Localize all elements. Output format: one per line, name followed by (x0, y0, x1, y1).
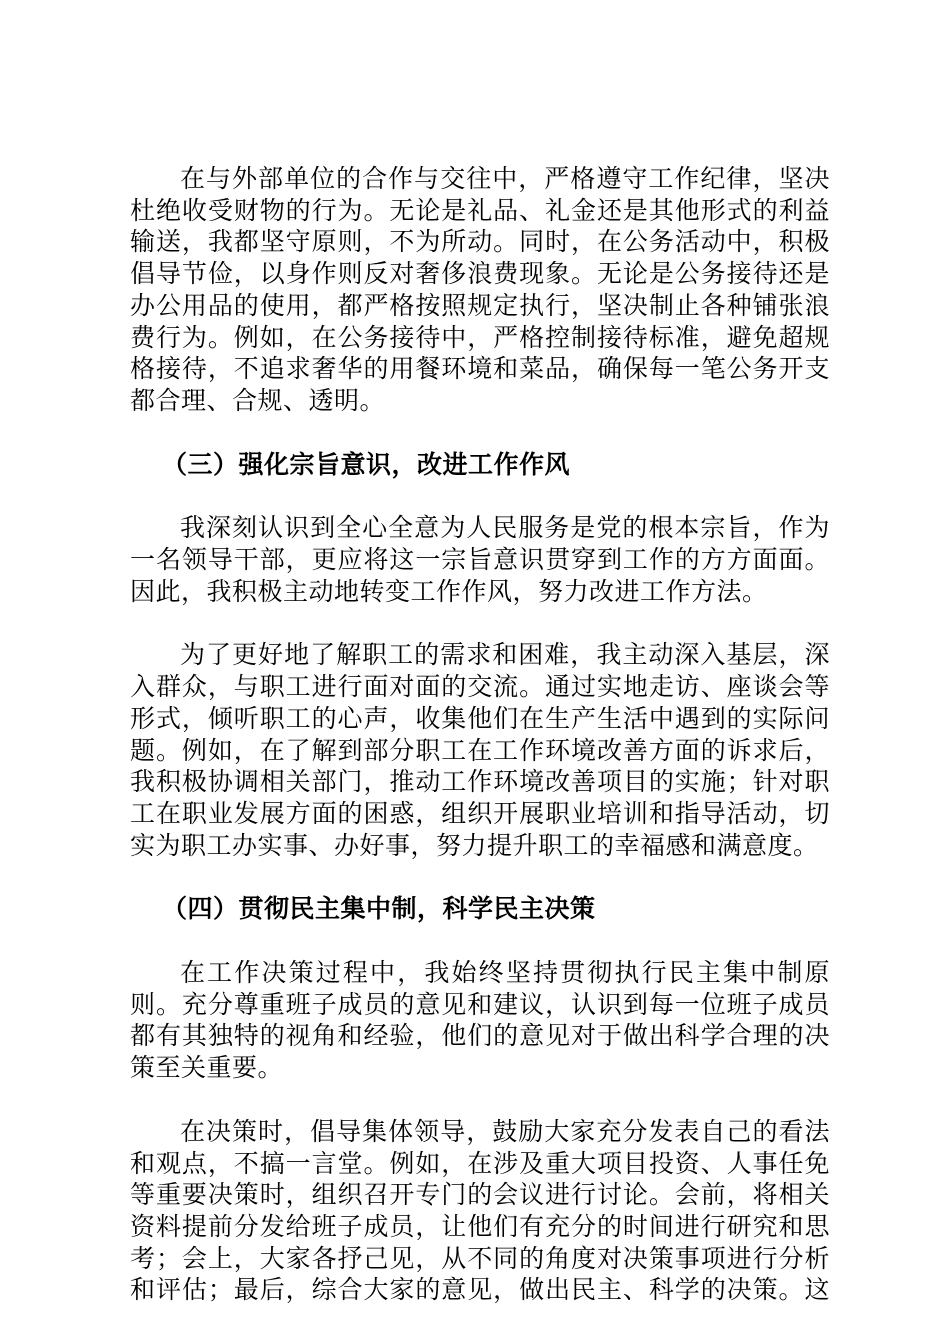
paragraph-integrity: 在与外部单位的合作与交往中，严格遵守工作纪律，坚决杜绝收受财物的行为。无论是礼品、礼金还是其他形式的利益输送，我都坚守原则，不为所动。同时，在公务活动中，积极倡导节俭，以身作则反对奢侈浪费现象。无论是公务接待还是办公用品的使用，都严格按照规定执行，坚决制止各种铺张浪费行为。例如，在公务接待中，严格控制接待标准，避免超规格接待，不追求奢华的用餐环境和菜品，确保每一笔公务开支都合理、合规、透明。 (130, 164, 830, 415)
paragraph-purpose: 我深刻认识到全心全意为人民服务是党的根本宗旨，作为一名领导干部，更应将这一宗旨意识贯穿到工作的方方面面。因此，我积极主动地转变工作作风，努力改进工作方法。 (130, 513, 830, 606)
section-heading-four: （四）贯彻民主集中制，科学民主决策 (162, 894, 596, 924)
document-body (130, 163, 830, 1306)
paragraph-decision-making: 在决策时，倡导集体领导，鼓励大家充分发表自己的看法和观点，不搞一言堂。例如，在涉及重大项目投资、人事任免等重要决策时，组织召开专门的会议进行讨论。会前，将相关资料提前分发给班子成员，让他们有充分的时间进行研究和思考；会上，大家各抒己见，从不同的角度对决策事项进行分析和评估；最后，综合大家的意见，做出民主、科学的决策。这 (130, 1116, 830, 1305)
paragraph-grassroots: 为了更好地了解职工的需求和困难，我主动深入基层，深入群众，与职工进行面对面的交流。通过实地走访、座谈会等形式，倾听职工的心声，收集他们在生产生活中遇到的实际问题。例如，在了解到部分职工在工作环境改善方面的诉求后，我积极协调相关部门，推动工作环境改善项目的实施；针对职工在职业发展方面的困惑，组织开展职业培训和指导活动，切实为职工办实事、办好事，努力提升职工的幸福感和满意度。 (130, 640, 830, 860)
paragraph-democratic-centralism: 在工作决策过程中，我始终坚持贯彻执行民主集中制原则。充分尊重班子成员的意见和建议，认识到每一位班子成员都有其独特的视角和经验，他们的意见对于做出科学合理的决策至关重要。 (130, 958, 830, 1083)
section-heading-three: （三）强化宗旨意识，改进工作作风 (162, 449, 571, 479)
